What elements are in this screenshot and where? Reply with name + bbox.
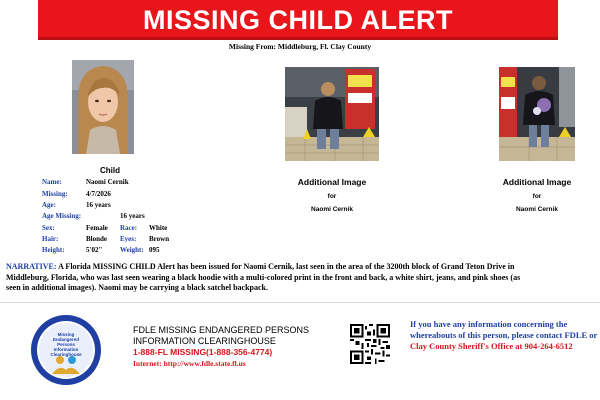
caption-for: for	[532, 193, 542, 200]
detail-value-missing: 4/7/2026	[86, 190, 111, 198]
detail-key-race: Race:	[120, 224, 138, 232]
seal-text-5: Clearinghouse	[50, 352, 82, 357]
org-info	[133, 325, 309, 369]
child-photo	[72, 60, 134, 154]
additional-image-1-caption	[272, 177, 392, 213]
seal-text-1: Missing	[57, 332, 75, 337]
narrative-text-1: A Florida MISSING CHILD Alert has been issued for Naomi Cernik, last seen in the area of the 3200th block of Grand Teton Drive in	[56, 262, 515, 271]
detail-value-hair: Blonde	[86, 235, 108, 243]
detail-value-weight: 095	[149, 246, 160, 254]
detail-value-name: Naomi Cernik	[86, 178, 129, 186]
detail-value-eyes: Brown	[149, 235, 170, 243]
caption-title: Additional Image	[297, 177, 367, 187]
seal-text-2: Endangered	[52, 337, 80, 342]
org-phone: 1-888-FL MISSING(1-888-356-4774)	[133, 347, 273, 357]
org-line-2: INFORMATION CLEARINGHOUSE	[133, 336, 276, 346]
footer-divider	[0, 302, 600, 303]
detail-key-height: Height:	[42, 246, 65, 254]
narrative-line-1	[6, 262, 600, 273]
narrative	[6, 262, 600, 294]
additional-image-2-caption	[477, 177, 597, 213]
caption-for: for	[327, 193, 337, 200]
detail-key-name: Name:	[42, 178, 62, 186]
alert-banner	[38, 0, 558, 40]
narrative-line-2: Middleburg, Florida, who was last seen wearing a black hoodie with a multi-colored print in the front and back, a white shirt, jeans, and pink shoes (as	[6, 272, 521, 282]
child-details	[42, 178, 222, 258]
contact-info	[410, 319, 600, 352]
additional-image-2	[499, 67, 575, 161]
narrative-line-3: seen in additional images). Naomi may be carrying a black satchel backpack.	[6, 283, 269, 292]
seal-text-4: Information	[53, 347, 79, 352]
detail-value-sex: Female	[86, 224, 108, 232]
caption-title: Additional Image	[502, 177, 572, 187]
detail-value-height: 5'02"	[86, 246, 103, 254]
org-line-1: FDLE MISSING ENDANGERED PERSONS	[133, 325, 310, 335]
alert-title: MISSING CHILD ALERT	[143, 4, 453, 35]
additional-image-1	[285, 67, 379, 161]
detail-value-age-missing: 16 years	[120, 212, 145, 220]
clearinghouse-seal	[30, 314, 102, 386]
detail-key-eyes: Eyes:	[120, 235, 137, 243]
detail-key-hair: Hair:	[42, 235, 59, 243]
child-label: Child	[100, 166, 120, 175]
detail-key-age-missing: Age Missing:	[42, 212, 82, 220]
detail-key-sex: Sex:	[42, 224, 55, 232]
contact-line-1: If you have any information concerning the	[410, 319, 568, 329]
caption-name: Naomi Cernik	[311, 206, 353, 213]
detail-key-age: Age:	[42, 201, 56, 209]
seal-text-3: Persons	[57, 342, 75, 347]
contact-line-3: Clay County Sheriff's Office at 904-264-6512	[410, 341, 573, 351]
detail-value-age: 16 years	[86, 201, 111, 209]
qr-code[interactable]	[350, 324, 390, 364]
detail-value-race: White	[149, 224, 168, 232]
detail-key-weight: Weight:	[120, 246, 144, 254]
detail-key-missing: Missing:	[42, 190, 68, 198]
org-website: Internet: http://www.fdle.state.fl.us	[133, 359, 246, 368]
narrative-label: NARRATIVE:	[6, 262, 57, 271]
missing-from-line: Missing From: Middleburg, Fl. Clay County	[228, 42, 372, 51]
caption-name: Naomi Cernik	[516, 206, 558, 213]
contact-line-2: whereabouts of this person, please contact FDLE or	[410, 330, 598, 340]
